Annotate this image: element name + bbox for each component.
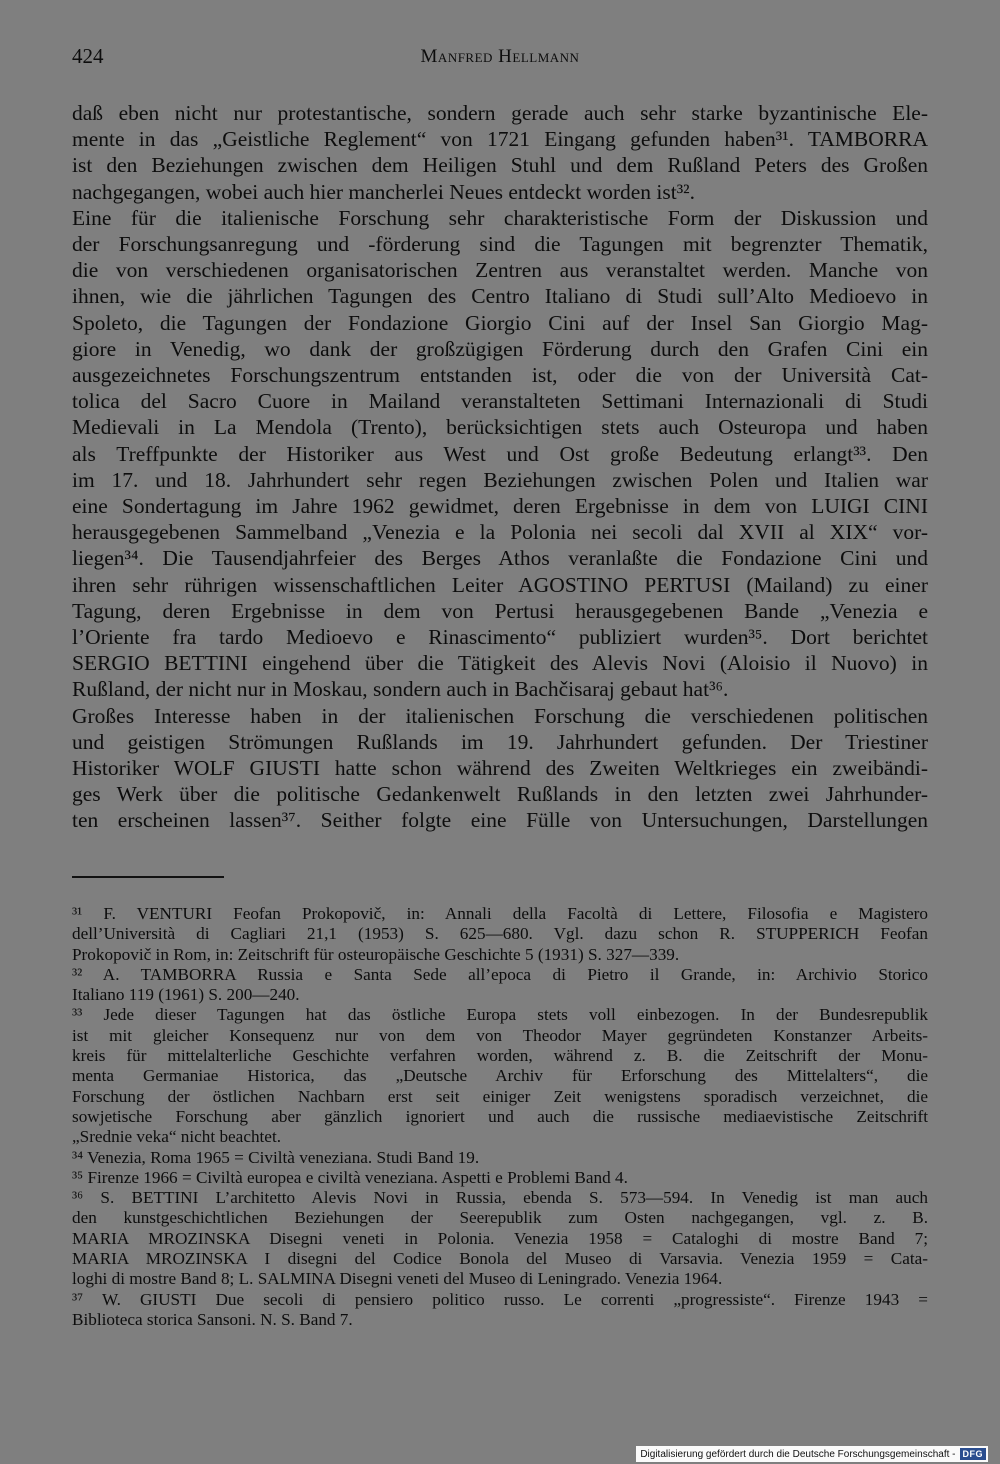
footnote-31 (72, 904, 928, 965)
text-line: ges Werk über die politische Gedankenwelt Rußlands in den letzten zwei Jahrhunder- (72, 782, 928, 807)
footnote-line: MARIA MROZINSKA Disegni veneti in Polonia. Venezia 1958 = Cataloghi di mostre Band 7; (72, 1228, 928, 1248)
page-header (72, 44, 928, 76)
footnote-line: Forschung der östlichen Nachbarn erst seit einiger Zeit wenigstens sporadisch verzeichnet, die (72, 1086, 928, 1106)
footnote-33 (72, 1005, 928, 1147)
footnote-line: ³¹ F. VENTURI Feofan Prokopovič, in: Annali della Facoltà di Lettere, Filosofia e Magistero (72, 904, 928, 923)
credit-text: Digitalisierung gefördert durch die Deutsche Forschungsgemeinschaft - (640, 1448, 956, 1460)
text-line: daß eben nicht nur protestantische, sondern gerade auch sehr starke byzantinische Ele- (72, 101, 928, 125)
footnote-line: den kunstgeschichtlichen Beziehungen der Seerepublik zum Osten nachgegangen, vgl. z. B. (72, 1208, 928, 1228)
text-line: tolica del Sacro Cuore in Mailand veranstalteten Settimani Internazionali di Studi (72, 389, 928, 414)
running-title: Manfred Hellmann (420, 46, 580, 67)
text-line: ausgezeichnetes Forschungszentrum entstanden ist, oder die von der Università Cat- (72, 363, 928, 388)
footnote-divider (72, 876, 224, 878)
footnote-line: Italiano 119 (1961) S. 200—240. (72, 985, 300, 1005)
footnote-line: ³⁵ Firenze 1966 = Civiltà europea e civiltà veneziana. Aspetti e Problemi Band 4. (72, 1167, 628, 1187)
footnote-35 (72, 1168, 928, 1188)
text-line: der Forschungsanregung und -förderung sind die Tagungen mit begrenzter Thematik, (72, 232, 928, 257)
text-line: SERGIO BETTINI eingehend über die Tätigkeit des Alevis Novi (Aloisio il Nuovo) in (72, 651, 928, 676)
text-line: giore in Venedig, wo dank der großzügigen Förderung durch den Grafen Cini ein (72, 336, 928, 361)
footnote-34 (72, 1148, 928, 1168)
text-line: im 17. und 18. Jahrhundert sehr regen Beziehungen zwischen Polen und Italien war (72, 467, 928, 492)
footnote-line: ³⁶ S. BETTINI L’architetto Alevis Novi in Russia, ebenda S. 573—594. In Venedig ist man auch (72, 1188, 928, 1208)
footnote-line: menta Germaniae Historica, das „Deutsche Archiv für Erforschung des Mittelalters“, die (72, 1066, 928, 1086)
text-line: ten erscheinen lassen³⁷. Seither folgte eine Fülle von Untersuchungen, Darstellungen (72, 808, 928, 833)
text-line: Rußland, der nicht nur in Moskau, sondern auch in Bachčisaraj gebaut hat³⁶. (72, 677, 729, 702)
text-line: Medievali in La Mendola (Trento), berücksichtigen stets auch Osteuropa und haben (72, 415, 928, 440)
footnote-line: kreis für mittelalterliche Geschichte verfahren worden, während z. B. die Zeitschrift der Monu- (72, 1046, 928, 1066)
footnote-line: ³⁷ W. GIUSTI Due secoli di pensiero politico russo. Le correnti „progressiste“. Firenze 1943 = (72, 1289, 928, 1309)
footnote-line: MARIA MROZINSKA I disegni del Codice Bonola del Museo di Varsavia. Venezia 1959 = Cata- (72, 1249, 928, 1269)
dfg-logo: DFG (960, 1448, 987, 1460)
text-line: ihren sehr rührigen wissenschaftlichen Leiter AGOSTINO PERTUSI (Mailand) zu einer (72, 572, 928, 597)
text-line: als Treffpunkte der Historiker aus West und Ost große Bedeutung erlangt³³. Den (72, 441, 928, 466)
text-line: Eine für die italienische Forschung sehr charakteristische Form der Diskussion und (72, 205, 928, 230)
text-line: ihnen, wie die jährlichen Tagungen des Centro Italiano di Studi sull’Alto Medioevo in (72, 284, 928, 309)
text-line: mente in das „Geistliche Reglement“ von 1721 Eingang gefunden haben³¹. TAMBORRA (72, 127, 928, 152)
paragraph (72, 100, 928, 205)
text-line: die von verschiedenen organisatorischen Zentren aus veranstaltet werden. Manche von (72, 258, 928, 283)
body-text (72, 100, 928, 834)
page-number: 424 (72, 44, 104, 68)
text-line: Großes Interesse haben in der italienischen Forschung die verschiedenen politischen (72, 703, 928, 728)
paragraph (72, 703, 928, 834)
text-line: Historiker WOLF GIUSTI hatte schon während des Zweiten Weltkrieges ein zweibändi- (72, 756, 928, 781)
text-line: und geistigen Strömungen Rußlands im 19. Jahrhundert gefunden. Der Triestiner (72, 729, 928, 754)
footnote-line: ³⁴ Venezia, Roma 1965 = Civiltà veneziana. Studi Band 19. (72, 1147, 480, 1167)
text-line: eine Sondertagung im Jahre 1962 gewidmet, deren Ergebnisse in dem von LUIGI CINI (72, 494, 928, 519)
footnote-line: ³³ Jede dieser Tagungen hat das östliche Europa stets voll einbezogen. In der Bundesrepublik (72, 1005, 928, 1025)
footnote-line: Prokopovič in Rom, in: Zeitschrift für osteuropäische Geschichte 5 (1931) S. 327—339. (72, 944, 680, 964)
footnote-32 (72, 965, 928, 1006)
footnote-line: dell’Università di Cagliari 21,1 (1953) S. 625—680. Vgl. dazu schon R. STUPPERICH Feofan (72, 924, 928, 944)
text-line: herausgegebenen Sammelband „Venezia e la Polonia nei secoli dal XVII al XIX“ vor- (72, 520, 928, 545)
text-line: Spoleto, die Tagungen der Fondazione Giorgio Cini auf der Insel San Giorgio Mag- (72, 310, 928, 335)
footnote-line: „Srednie veka“ nicht beachtet. (72, 1127, 282, 1147)
footnote-37 (72, 1290, 928, 1331)
text-line: liegen³⁴. Die Tausendjahrfeier des Berges Athos veranlaßte die Fondazione Cini und (72, 546, 928, 571)
text-line: ist den Beziehungen zwischen dem Heiligen Stuhl und dem Rußland Peters des Großen (72, 153, 928, 178)
footnotes (72, 904, 928, 1330)
footnote-line: Biblioteca storica Sansoni. N. S. Band 7. (72, 1309, 353, 1329)
text-line: nachgegangen, wobei auch hier mancherlei Neues entdeckt worden ist³². (72, 179, 696, 204)
footnote-line: ist mit gleicher Konsequenz nur von dem von Theodor Mayer gegründeten Konstanzer Arbeits- (72, 1025, 928, 1045)
footnote-line: ³² A. TAMBORRA Russia e Santa Sede all’epoca di Pietro il Grande, in: Archivio Storico (72, 964, 928, 984)
footnote-36 (72, 1188, 928, 1289)
text-line: l’Oriente fra tardo Medioevo e Rinascimento“ publiziert wurden³⁵. Dort berichtet (72, 625, 928, 650)
footnote-line: sowjetische Forschung aber gänzlich ignoriert und auch die russische mediaevistische Zeitschrift (72, 1106, 928, 1126)
footnote-line: loghi di mostre Band 8; L. SALMINA Disegni veneti del Museo di Leningrado. Venezia 1964. (72, 1269, 723, 1289)
paragraph (72, 205, 928, 703)
text-line: Tagung, deren Ergebnisse in dem von Pertusi herausgegebenen Bande „Venezia e (72, 598, 928, 623)
digitization-credit (636, 1446, 988, 1462)
